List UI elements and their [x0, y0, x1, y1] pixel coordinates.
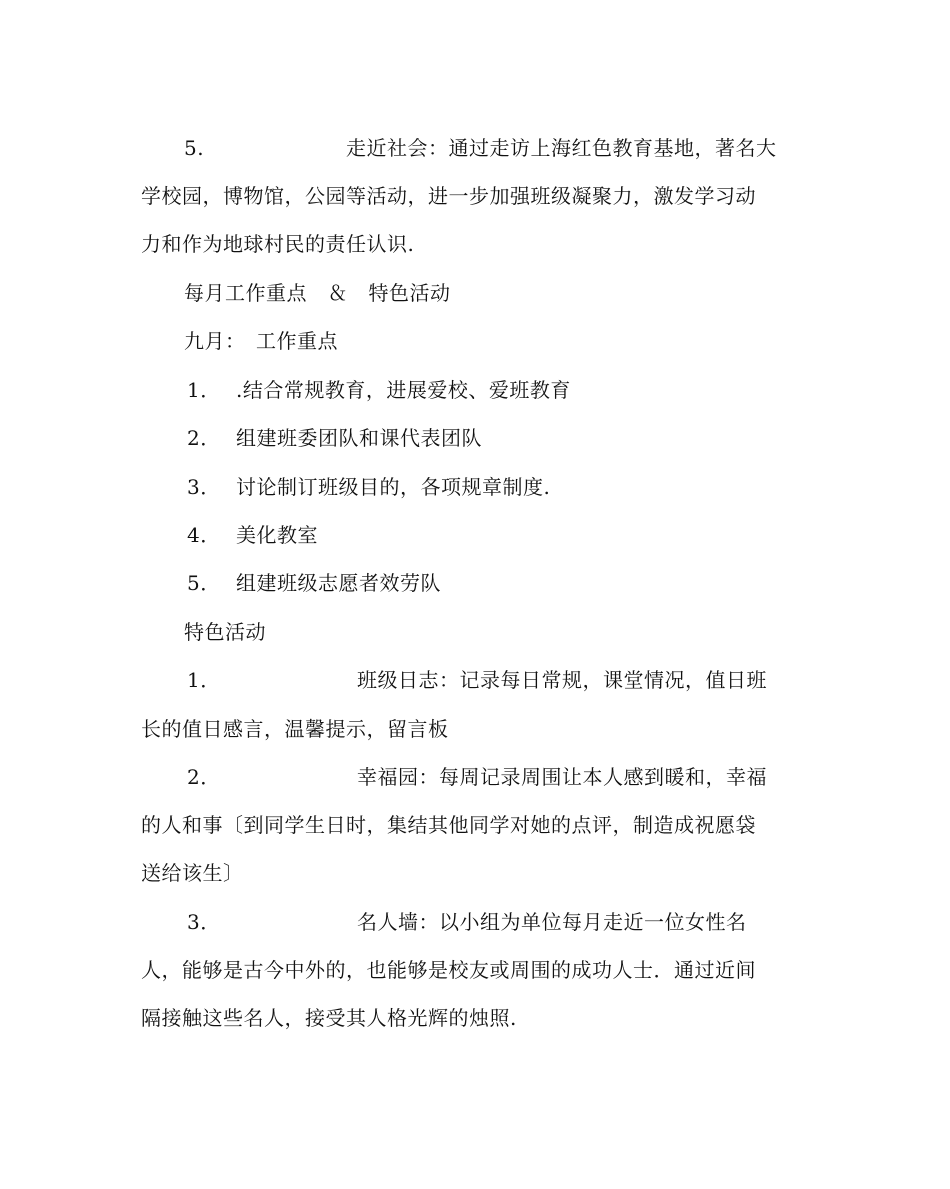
september-heading: 九月： 工作重点: [184, 329, 338, 353]
special-item-line2: 长的值日感言，温馨提示，留言板: [141, 717, 449, 741]
focus-item-text: .结合常规教育，进展爱校、爱班教育: [236, 378, 571, 402]
focus-item-text: 组建班委团队和课代表团队: [236, 426, 482, 450]
focus-item-text: 组建班级志愿者效劳队: [236, 571, 441, 595]
special-item-line2: 人，能够是古今中外的，也能够是校友或周围的成功人士．通过近间: [141, 958, 756, 982]
focus-item-number: 5．: [187, 571, 221, 595]
special-heading: 特色活动: [184, 620, 266, 644]
monthly-heading: 每月工作重点 ＆ 特色活动: [184, 281, 451, 305]
special-item-line1: 班级日志：记录每日常规，课堂情况，值日班: [357, 668, 767, 692]
item-number: 5.: [184, 136, 205, 160]
focus-item-number: 3．: [187, 475, 221, 499]
special-item-line1: 名人墙：以小组为单位每月走近一位女性名: [357, 910, 747, 934]
special-item-line2: 的人和事〔到同学生日时，集结其他同学对她的点评，制造成祝愿袋: [141, 813, 756, 837]
focus-item-number: 2．: [187, 426, 221, 450]
special-item-number: 2．: [187, 765, 221, 789]
special-item-line3: 隔接触这些名人，接受其人格光辉的烛照.: [141, 1006, 517, 1030]
focus-item-text: 美化教室: [236, 523, 318, 547]
special-item-number: 3．: [187, 910, 221, 934]
focus-item-number: 1．: [187, 378, 221, 402]
item-5-text-line1: 走近社会：通过走访上海红色教育基地，著名大: [346, 136, 777, 160]
item-5-text-line2: 学校园，博物馆，公园等活动，进一步加强班级凝聚力，激发学习动: [141, 184, 756, 208]
special-item-number: 1．: [187, 668, 221, 692]
special-item-line3: 送给该生〕: [141, 861, 244, 885]
special-item-line1: 幸福园：每周记录周围让本人感到暖和，幸福: [357, 765, 767, 789]
focus-item-number: 4．: [187, 523, 221, 547]
item-5-line1: [184, 134, 204, 162]
item-5-text-line3: 力和作为地球村民的责任认识.: [141, 232, 415, 256]
focus-item-text: 讨论制订班级目的，各项规章制度.: [236, 475, 551, 499]
